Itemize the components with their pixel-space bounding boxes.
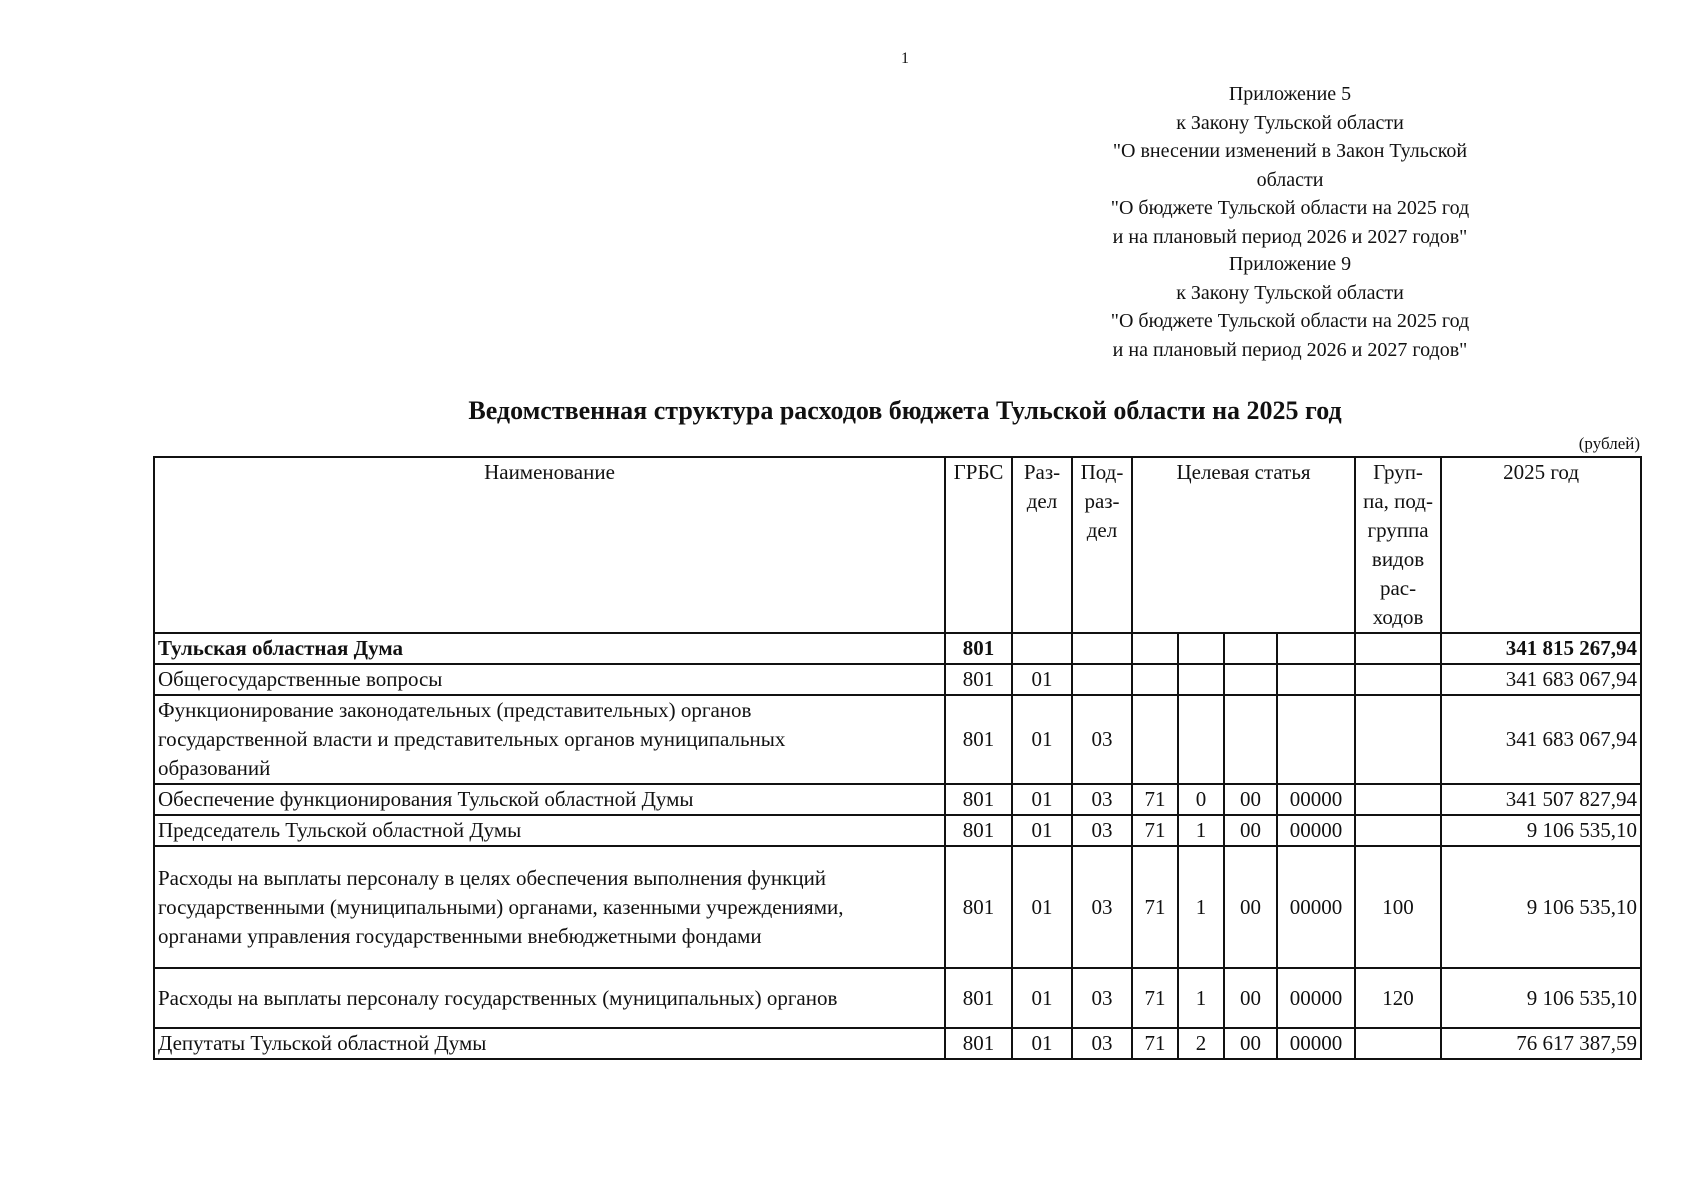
cell-grbs: 801 [945,633,1012,664]
cell-target-3: 00 [1224,784,1277,815]
cell-name-line: государственными (муниципальными) органами, казенными учреждениями, [158,894,844,919]
appendix-5-line: Приложение 5 [1228,83,1352,105]
table-row [154,784,1641,815]
cell-target-2 [1178,695,1224,784]
cell-expense-group: 100 [1355,846,1441,968]
appendix-5-line: "О внесении изменений в Закон Тульской области [1112,140,1468,191]
cell-expense-group [1355,815,1441,846]
cell-name-line: Расходы на выплаты персоналу в целях обеспечения выполнения функций [158,865,827,890]
cell-razdel: 01 [1012,784,1072,815]
cell-target-3 [1224,664,1277,695]
cell-name [154,695,945,784]
cell-amount: 76 617 387,59 [1441,1028,1641,1059]
appendix-5-block [1100,80,1480,251]
header-grbs: ГРБС [945,457,1012,633]
cell-target-3: 00 [1224,815,1277,846]
cell-podrazdel: 03 [1072,846,1132,968]
cell-target-1 [1132,633,1178,664]
header-razdel [1012,457,1072,633]
table-row [154,846,1641,968]
cell-razdel: 01 [1012,664,1072,695]
cell-expense-group [1355,1028,1441,1059]
cell-name-line: образований [158,756,271,780]
cell-target-1 [1132,695,1178,784]
header-razdel-line: дел [1026,489,1058,513]
header-razdel-line: Раз- [1023,460,1061,484]
cell-target-1: 71 [1132,846,1178,968]
cell-expense-group: 120 [1355,968,1441,1028]
cell-podrazdel: 03 [1072,1028,1132,1059]
header-group-line: рас- [1379,576,1417,600]
header-group-line: видов [1371,547,1425,571]
table-header-row [154,457,1641,633]
cell-amount: 341 683 067,94 [1441,695,1641,784]
cell-razdel: 01 [1012,1028,1072,1059]
cell-target-1 [1132,664,1178,695]
cell-target-4: 00000 [1277,784,1355,815]
cell-grbs: 801 [945,968,1012,1028]
units-label: (рублей) [1578,434,1640,453]
appendix-5-line: и на плановый период 2026 и 2027 годов" [1112,225,1468,248]
cell-razdel: 01 [1012,968,1072,1028]
cell-name: Председатель Тульской областной Думы [154,815,945,846]
cell-name [154,846,945,968]
header-group [1355,457,1441,633]
header-group-line: Груп- [1373,460,1423,484]
cell-name-line: Функционирование законодательных (представительных) органов [158,698,752,722]
cell-amount: 341 683 067,94 [1441,664,1641,695]
cell-target-4: 00000 [1277,846,1355,968]
cell-target-2 [1178,664,1224,695]
cell-target-2 [1178,633,1224,664]
appendix-9-line: и на плановый период 2026 и 2027 годов" [1112,338,1468,361]
cell-grbs: 801 [945,695,1012,784]
cell-grbs: 801 [945,1028,1012,1059]
cell-target-1: 71 [1132,1028,1178,1059]
cell-name: Расходы на выплаты персоналу государственных (муниципальных) органов [154,968,945,1028]
appendix-5-line: "О бюджете Тульской области на 2025 год [1110,197,1470,219]
header-group-line: па, под- [1363,489,1433,513]
page-number: 1 [901,50,909,67]
cell-name: Обеспечение функционирования Тульской областной Думы [154,784,945,815]
cell-podrazdel: 03 [1072,815,1132,846]
header-name: Наименование [154,457,945,633]
budget-table [153,456,1642,1060]
cell-razdel: 01 [1012,695,1072,784]
cell-amount: 341 815 267,94 [1441,633,1641,664]
cell-name: Депутаты Тульской областной Думы [154,1028,945,1059]
cell-amount: 9 106 535,10 [1441,815,1641,846]
cell-podrazdel: 03 [1072,968,1132,1028]
cell-name-line: органами управления государственными внебюджетными фондами [158,923,762,948]
header-podrazdel-line: Под- [1080,460,1124,484]
cell-target-3: 00 [1224,968,1277,1028]
cell-target-4 [1277,664,1355,695]
cell-grbs: 801 [945,664,1012,695]
table-row [154,664,1641,695]
header-podrazdel-line: дел [1086,518,1118,542]
header-podrazdel [1072,457,1132,633]
cell-target-3 [1224,633,1277,664]
cell-expense-group [1355,633,1441,664]
cell-target-1: 71 [1132,784,1178,815]
header-year: 2025 год [1441,457,1641,633]
appendix-9-line: Приложение 9 [1228,253,1352,275]
header-target: Целевая статья [1132,457,1355,633]
header-group-line: группа [1367,518,1429,542]
header-group-line: ходов [1372,605,1424,629]
cell-name-line: государственной власти и представительных органов муниципальных [158,727,786,751]
table-row [154,815,1641,846]
table-row [154,695,1641,784]
cell-target-3: 00 [1224,846,1277,968]
cell-target-4: 00000 [1277,968,1355,1028]
table-row [154,1028,1641,1059]
cell-razdel: 01 [1012,815,1072,846]
cell-name: Тульская областная Дума [154,633,945,664]
cell-target-3 [1224,695,1277,784]
cell-amount: 341 507 827,94 [1441,784,1641,815]
cell-target-4 [1277,633,1355,664]
cell-expense-group [1355,664,1441,695]
cell-target-2: 1 [1178,968,1224,1028]
cell-target-3: 00 [1224,1028,1277,1059]
table-row [154,968,1641,1028]
appendix-9-line: "О бюджете Тульской области на 2025 год [1110,310,1470,332]
table-row [154,633,1641,664]
cell-target-4: 00000 [1277,815,1355,846]
cell-expense-group [1355,784,1441,815]
appendix-9-line: к Закону Тульской области [1176,281,1404,304]
cell-target-1: 71 [1132,968,1178,1028]
cell-target-2: 2 [1178,1028,1224,1059]
cell-podrazdel: 03 [1072,695,1132,784]
cell-grbs: 801 [945,846,1012,968]
cell-amount: 9 106 535,10 [1441,968,1641,1028]
cell-target-4 [1277,695,1355,784]
cell-podrazdel [1072,633,1132,664]
cell-target-2: 1 [1178,815,1224,846]
cell-target-2: 0 [1178,784,1224,815]
cell-target-1: 71 [1132,815,1178,846]
appendix-5-line: к Закону Тульской области [1176,111,1404,134]
document-title: Ведомственная структура расходов бюджета Тульской области на 2025 год [468,396,1342,425]
cell-razdel: 01 [1012,846,1072,968]
cell-podrazdel: 03 [1072,784,1132,815]
cell-podrazdel [1072,664,1132,695]
appendix-9-block [1100,250,1480,364]
cell-grbs: 801 [945,784,1012,815]
cell-amount: 9 106 535,10 [1441,846,1641,968]
cell-target-4: 00000 [1277,1028,1355,1059]
cell-name: Общегосударственные вопросы [154,664,945,695]
cell-grbs: 801 [945,815,1012,846]
header-podrazdel-line: раз- [1084,489,1120,513]
cell-target-2: 1 [1178,846,1224,968]
cell-razdel [1012,633,1072,664]
cell-expense-group [1355,695,1441,784]
